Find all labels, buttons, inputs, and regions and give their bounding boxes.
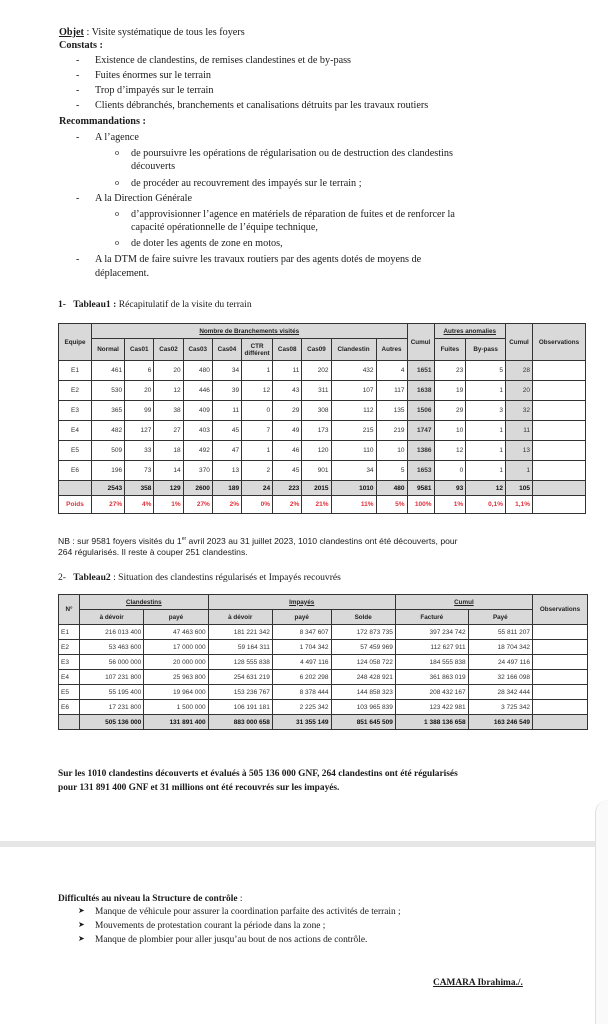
table1-caption: 1- Tableau1 : Récapitulatif de la visite du terrain [58, 299, 252, 310]
reco-dtm-cont: déplacement. [95, 268, 150, 279]
signature: CAMARA Ibrahima./. [433, 978, 523, 988]
reco-agence-item: de procéder au recouvrement des impayés sur le terrain ; [131, 178, 362, 189]
page-separator [0, 841, 608, 847]
objet-text: : Visite systématique de tous les foyers [83, 27, 245, 38]
constats-title: Constats : [59, 40, 103, 51]
col-impayes-a-devoir: à dévoir [208, 610, 272, 625]
table2-caption: 2- Tableau2 : Situation des clandestins régularisés et Impayés recouvrés [58, 572, 341, 583]
nb-note-line1: NB : sur 9581 foyers visités du 1er avril 2023 au 31 juillet 2023, 1010 clandestins ont été découverts, pour [58, 535, 458, 546]
bullet-dash: - [76, 254, 80, 265]
col-cas01: Cas01 [125, 339, 154, 361]
constat-item: Fuites énormes sur le terrain [95, 70, 211, 81]
constat-item: Existence de clandestins, de remises clandestines et de by-pass [95, 55, 352, 66]
reco-dg-item-cont: capacité opérationnelle de l’équipe technique, [131, 222, 318, 233]
col-observations: Observations [533, 595, 588, 625]
bullet-dash: - [76, 85, 80, 96]
summary-line2: pour 131 891 400 GNF et 31 millions ont été recouvrés sur les impayés. [58, 783, 340, 793]
bullet-dash: - [76, 70, 80, 81]
col-cumul2: Cumul [506, 324, 533, 361]
col-autres: Autres [376, 339, 407, 361]
col-clandestins-a-devoir: à dévoir [80, 610, 144, 625]
bullet-dash: - [76, 132, 80, 143]
reco-dg-item: d’approvisionner l’agence en matériels de réparation de fuites et de renforcer la [131, 209, 455, 220]
col-ctr-different: CTR différent [242, 339, 273, 361]
bullet-dash: - [76, 55, 80, 66]
arrow-bullet-icon: ➤ [78, 906, 85, 915]
col-cas08: Cas08 [273, 339, 302, 361]
table-row: E5 55 195 400 19 964 000 153 236 767 8 378 444 144 858 323 208 432 167 28 342 444 [59, 685, 588, 700]
col-cas02: Cas02 [154, 339, 183, 361]
col-observations: Observations [533, 324, 586, 361]
col-group-clandestins: Clandestins [80, 595, 209, 610]
col-impayes-paye: payé [272, 610, 331, 625]
table-row: E5 509 33 18 492 47 1 46 120 110 10 1386 12 1 13 [59, 441, 586, 461]
table-row: E3 365 99 38 409 11 0 29 308 112 135 1506 29 3 32 [59, 401, 586, 421]
difficulte-item: Mouvements de protestation courant la période dans la zone ; [95, 921, 326, 931]
difficulte-item: Manque de plombier pour aller jusqu’au bout de nos actions de contrôle. [95, 935, 368, 945]
arrow-bullet-icon: ➤ [78, 920, 85, 929]
table-total-row: 2543 358 129 2600 189 24 223 2015 1010 480 9581 93 12 105 [59, 481, 586, 496]
col-group-branchements: Nombre de Branchements visités [92, 324, 408, 339]
bullet-circle: o [115, 178, 119, 187]
table-row: E3 56 000 000 20 000 000 128 555 838 4 497 116 124 058 722 184 555 838 24 497 116 [59, 655, 588, 670]
reco-agence: A l’agence [95, 132, 139, 143]
table-row: E2 530 20 12 446 39 12 43 311 107 117 1638 19 1 20 [59, 381, 586, 401]
col-facture: Facturé [395, 610, 468, 625]
difficulte-item: Manque de véhicule pour assurer la coordination parfaite des activités de terrain ; [95, 907, 401, 917]
bullet-circle: o [115, 148, 119, 157]
col-fuites: Fuites [434, 339, 466, 361]
col-normal: Normal [92, 339, 125, 361]
table-poids-row: Poids 27% 4% 1% 27% 2% 0% 2% 21% 11% 5% 100% 1% 0,1% 1,1% [59, 496, 586, 514]
bullet-circle: o [115, 209, 119, 218]
col-n: N° [59, 595, 80, 625]
page-edge [595, 800, 608, 1024]
constat-item: Clients débranchés, branchements et canalisations détruits par les travaux routiers [95, 100, 429, 111]
col-solde: Solde [331, 610, 395, 625]
table-total-row: 505 136 000 131 891 400 883 000 658 31 355 149 851 645 509 1 388 136 658 163 246 549 [59, 715, 588, 730]
difficultes-title: Difficultés au niveau la Structure de contrôle : [58, 894, 243, 904]
col-paye-cumul: Payé [468, 610, 532, 625]
constat-item: Trop d’impayés sur le terrain [95, 85, 214, 96]
reco-agence-item-cont: découverts [131, 161, 176, 172]
reco-dtm: A la DTM de faire suivre les travaux routiers par des agents dotés de moyens de [95, 254, 422, 265]
table-row: E1 216 013 400 47 463 600 181 221 342 8 347 607 172 873 735 397 234 742 55 811 207 [59, 625, 588, 640]
col-group-autres: Autres anomalies [434, 324, 505, 339]
objet-label: Objet [59, 27, 84, 38]
arrow-bullet-icon: ➤ [78, 934, 85, 943]
col-cas04: Cas04 [212, 339, 241, 361]
col-cas09: Cas09 [302, 339, 331, 361]
col-cumul: Cumul [407, 324, 434, 361]
col-bypass: By-pass [466, 339, 506, 361]
table-row: E6 196 73 14 370 13 2 45 901 34 5 1653 0 1 1 [59, 461, 586, 481]
nb-note-line2: 264 régularisés. Il reste à couper 251 clandestins. [58, 547, 248, 557]
bullet-dash: - [76, 100, 80, 111]
table-row: E1 461 6 20 480 34 1 11 202 432 4 1651 23 5 28 [59, 361, 586, 381]
bullet-dash: - [76, 193, 80, 204]
reco-dg-item: de doter les agents de zone en motos, [131, 238, 283, 249]
table2-clandestins-impayes [58, 594, 588, 730]
table1-recap [58, 323, 586, 514]
col-group-cumul: Cumul [395, 595, 532, 610]
objet-line [59, 27, 245, 39]
bullet-circle: o [115, 238, 119, 247]
col-clandestin: Clandestin [331, 339, 376, 361]
table-row: E4 107 231 800 25 963 800 254 631 219 6 202 298 248 428 921 361 863 019 32 166 098 [59, 670, 588, 685]
col-group-impayes: Impayés [208, 595, 395, 610]
reco-agence-item: de poursuivre les opérations de régularisation ou de destruction des clandestins [131, 148, 453, 159]
col-equipe: Equipe [59, 324, 92, 361]
col-cas03: Cas03 [183, 339, 212, 361]
summary-line1: Sur les 1010 clandestins découverts et évalués à 505 136 000 GNF, 264 clandestins ont été régularisés [58, 769, 458, 779]
reco-dg: A la Direction Générale [95, 193, 193, 204]
table-row: E6 17 231 800 1 500 000 106 191 181 2 225 342 103 965 839 123 422 981 3 725 342 [59, 700, 588, 715]
col-clandestins-paye: payé [144, 610, 208, 625]
recommandations-title: Recommandations : [59, 116, 146, 127]
table-row: E4 482 127 27 403 45 7 49 173 215 219 1747 10 1 11 [59, 421, 586, 441]
table-row: E2 53 463 600 17 000 000 59 164 311 1 704 342 57 459 969 112 627 911 18 704 342 [59, 640, 588, 655]
